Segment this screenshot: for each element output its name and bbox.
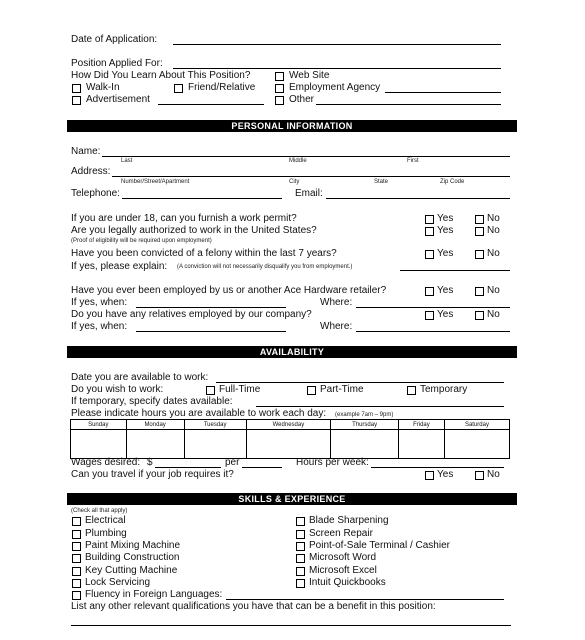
hours-friday-cell[interactable] bbox=[398, 430, 444, 459]
day-thursday: Thursday bbox=[331, 420, 399, 430]
friend-relative-label: Friend/Relative bbox=[188, 82, 256, 93]
name-label: Name: bbox=[71, 146, 101, 157]
hours-tuesday-cell[interactable] bbox=[184, 430, 246, 459]
relatives-when-field[interactable] bbox=[136, 331, 286, 332]
wages-field[interactable] bbox=[155, 467, 221, 468]
skill-foreign-languages-label: Fluency in Foreign Languages: bbox=[85, 589, 223, 600]
temporary-dates-field[interactable] bbox=[256, 406, 504, 407]
travel-no-checkbox[interactable] bbox=[475, 471, 484, 480]
skill-paint-mixing-checkbox[interactable] bbox=[72, 542, 81, 551]
date-of-application-label: Date of Application: bbox=[71, 34, 158, 45]
addr-sub-zip: Zip Code bbox=[440, 179, 465, 185]
skill-building-construction-label: Building Construction bbox=[85, 552, 180, 563]
employed-yes-label: Yes bbox=[437, 285, 454, 296]
skill-pos-cashier-label: Point-of-Sale Terminal / Cashier bbox=[309, 540, 450, 551]
skill-plumbing-label: Plumbing bbox=[85, 528, 127, 539]
advertisement-checkbox[interactable] bbox=[72, 96, 81, 105]
date-available-label: Date you are available to work: bbox=[71, 372, 209, 383]
under18-yes-checkbox[interactable] bbox=[425, 215, 434, 224]
skill-building-construction-checkbox[interactable] bbox=[72, 554, 81, 563]
wages-currency: $ bbox=[147, 457, 153, 468]
skill-lock-servicing-checkbox[interactable] bbox=[72, 579, 81, 588]
other-checkbox[interactable] bbox=[275, 96, 284, 105]
employed-no-label: No bbox=[487, 285, 500, 296]
fulltime-checkbox[interactable] bbox=[206, 386, 215, 395]
date-of-application-field[interactable] bbox=[173, 44, 501, 45]
personal-information-header: PERSONAL INFORMATION bbox=[67, 120, 517, 132]
hours-per-week-label: Hours per week: bbox=[296, 457, 369, 468]
explain-field[interactable] bbox=[400, 270, 510, 271]
addr-sub-city: City bbox=[289, 179, 300, 185]
skills-experience-header: SKILLS & EXPERIENCE bbox=[67, 493, 517, 505]
advertisement-label: Advertisement bbox=[86, 94, 150, 105]
under18-no-label: No bbox=[487, 213, 500, 224]
employment-agency-checkbox[interactable] bbox=[275, 84, 284, 93]
employed-question: Have you ever been employed by us or another Ace Hardware retailer? bbox=[71, 285, 387, 296]
hours-monday-cell[interactable] bbox=[126, 430, 184, 459]
day-wednesday: Wednesday bbox=[246, 420, 331, 430]
addr-sub-state: State bbox=[374, 179, 389, 185]
walkin-label: Walk-In bbox=[86, 82, 120, 93]
wages-per-field[interactable] bbox=[242, 467, 282, 468]
other-label: Other bbox=[289, 94, 315, 105]
authorized-question: Are you legally authorized to work in the United States? bbox=[71, 225, 317, 236]
advertisement-field[interactable] bbox=[158, 104, 264, 105]
fulltime-label: Full-Time bbox=[219, 384, 261, 395]
position-applied-field[interactable] bbox=[173, 68, 501, 69]
skill-microsoft-excel-checkbox[interactable] bbox=[296, 567, 305, 576]
date-available-field[interactable] bbox=[216, 382, 504, 383]
relatives-yes-label: Yes bbox=[437, 309, 454, 320]
skill-quickbooks-checkbox[interactable] bbox=[296, 579, 305, 588]
day-sunday: Sunday bbox=[71, 420, 127, 430]
employed-yes-checkbox[interactable] bbox=[425, 287, 434, 296]
skill-microsoft-word-label: Microsoft Word bbox=[309, 552, 377, 563]
hours-table bbox=[70, 419, 510, 459]
employed-when-label: If yes, when: bbox=[71, 297, 128, 308]
parttime-label: Part-Time bbox=[320, 384, 364, 395]
relatives-question: Do you have any relatives employed by our company? bbox=[71, 309, 312, 320]
under18-no-checkbox[interactable] bbox=[475, 215, 484, 224]
travel-question: Can you travel if your job requires it? bbox=[71, 469, 234, 480]
hours-header-row bbox=[71, 420, 510, 430]
travel-no-label: No bbox=[487, 469, 500, 480]
per-label: per bbox=[225, 457, 240, 468]
check-all-note: (Check all that apply) bbox=[71, 508, 128, 514]
walkin-checkbox[interactable] bbox=[72, 84, 81, 93]
employed-where-field[interactable] bbox=[356, 307, 510, 308]
website-label: Web Site bbox=[289, 70, 330, 81]
skill-plumbing-checkbox[interactable] bbox=[72, 530, 81, 539]
temporary-checkbox[interactable] bbox=[407, 386, 416, 395]
authorized-note: (Proof of eligibility will be required upon employment) bbox=[71, 238, 212, 244]
felony-yes-checkbox[interactable] bbox=[425, 250, 434, 259]
website-checkbox[interactable] bbox=[275, 72, 284, 81]
skill-electrical-label: Electrical bbox=[85, 515, 126, 526]
foreign-languages-field[interactable] bbox=[226, 599, 504, 600]
wish-to-work-label: Do you wish to work: bbox=[71, 384, 164, 395]
friend-relative-checkbox[interactable] bbox=[174, 84, 183, 93]
relatives-when-label: If yes, when: bbox=[71, 321, 128, 332]
skill-blade-sharpening-checkbox[interactable] bbox=[296, 517, 305, 526]
skill-quickbooks-label: Intuit Quickbooks bbox=[309, 577, 386, 588]
name-sub-middle: Middle bbox=[289, 158, 307, 164]
authorized-no-label: No bbox=[487, 225, 500, 236]
other-qualifications-field[interactable] bbox=[71, 625, 511, 626]
email-field[interactable] bbox=[326, 198, 510, 199]
name-field[interactable] bbox=[102, 156, 510, 157]
employment-agency-label: Employment Agency bbox=[289, 82, 381, 93]
relatives-no-checkbox[interactable] bbox=[475, 311, 484, 320]
hours-example: (example 7am – 9pm) bbox=[335, 412, 394, 418]
telephone-field[interactable] bbox=[122, 198, 282, 199]
hours-input-row bbox=[71, 430, 510, 459]
employment-agency-field[interactable] bbox=[385, 92, 501, 93]
skill-blade-sharpening-label: Blade Sharpening bbox=[309, 515, 389, 526]
learn-about-label: How Did You Learn About This Position? bbox=[71, 70, 251, 81]
skill-key-cutting-label: Key Cutting Machine bbox=[85, 565, 178, 576]
day-saturday: Saturday bbox=[444, 420, 509, 430]
under18-question: If you are under 18, can you furnish a work permit? bbox=[71, 213, 297, 224]
hours-saturday-cell[interactable] bbox=[444, 430, 509, 459]
hours-wednesday-cell[interactable] bbox=[246, 430, 331, 459]
skill-foreign-languages-checkbox[interactable] bbox=[72, 591, 81, 600]
skill-paint-mixing-label: Paint Mixing Machine bbox=[85, 540, 181, 551]
temporary-dates-label: If temporary, specify dates available: bbox=[71, 396, 233, 407]
employed-when-field[interactable] bbox=[136, 307, 286, 308]
skill-electrical-checkbox[interactable] bbox=[72, 517, 81, 526]
position-applied-label: Position Applied For: bbox=[71, 58, 163, 69]
skill-microsoft-word-checkbox[interactable] bbox=[296, 554, 305, 563]
explain-note: (A conviction will not necessarily disqualify you from employment.) bbox=[177, 264, 353, 270]
authorized-no-checkbox[interactable] bbox=[475, 227, 484, 236]
hours-thursday-cell[interactable] bbox=[331, 430, 399, 459]
authorized-yes-checkbox[interactable] bbox=[425, 227, 434, 236]
parttime-checkbox[interactable] bbox=[307, 386, 316, 395]
felony-question: Have you been convicted of a felony within the last 7 years? bbox=[71, 248, 337, 259]
day-friday: Friday bbox=[398, 420, 444, 430]
day-tuesday: Tuesday bbox=[184, 420, 246, 430]
name-sub-last: Last bbox=[121, 158, 133, 164]
address-label: Address: bbox=[71, 166, 111, 177]
address-field[interactable] bbox=[112, 176, 510, 177]
under18-yes-label: Yes bbox=[437, 213, 454, 224]
travel-yes-label: Yes bbox=[437, 469, 454, 480]
felony-no-label: No bbox=[487, 248, 500, 259]
relatives-yes-checkbox[interactable] bbox=[425, 311, 434, 320]
hours-sunday-cell[interactable] bbox=[71, 430, 127, 459]
other-field[interactable] bbox=[316, 104, 501, 105]
other-qualifications-label: List any other relevant qualifications you have that can be a benefit in this position: bbox=[71, 601, 436, 612]
hours-label: Please indicate hours you are available to work each day: bbox=[71, 408, 327, 419]
skill-screen-repair-label: Screen Repair bbox=[309, 528, 373, 539]
felony-yes-label: Yes bbox=[437, 248, 454, 259]
day-monday: Monday bbox=[126, 420, 184, 430]
telephone-label: Telephone: bbox=[71, 188, 120, 199]
relatives-where-field[interactable] bbox=[356, 331, 510, 332]
explain-label: If yes, please explain: bbox=[71, 261, 168, 272]
employed-no-checkbox[interactable] bbox=[475, 287, 484, 296]
hours-per-week-field[interactable] bbox=[371, 467, 504, 468]
temporary-label: Temporary bbox=[420, 384, 468, 395]
relatives-no-label: No bbox=[487, 309, 500, 320]
availability-header: AVAILABILITY bbox=[67, 346, 517, 358]
skill-key-cutting-checkbox[interactable] bbox=[72, 567, 81, 576]
authorized-yes-label: Yes bbox=[437, 225, 454, 236]
felony-no-checkbox[interactable] bbox=[475, 250, 484, 259]
travel-yes-checkbox[interactable] bbox=[425, 471, 434, 480]
name-sub-first: First bbox=[407, 158, 419, 164]
skill-lock-servicing-label: Lock Servicing bbox=[85, 577, 151, 588]
employed-where-label: Where: bbox=[320, 297, 353, 308]
skill-pos-cashier-checkbox[interactable] bbox=[296, 542, 305, 551]
skill-screen-repair-checkbox[interactable] bbox=[296, 530, 305, 539]
email-label: Email: bbox=[295, 188, 323, 199]
relatives-where-label: Where: bbox=[320, 321, 353, 332]
skill-microsoft-excel-label: Microsoft Excel bbox=[309, 565, 377, 576]
wages-label: Wages desired: bbox=[71, 457, 141, 468]
addr-sub-street: Number/Street/Apartment bbox=[121, 179, 190, 185]
